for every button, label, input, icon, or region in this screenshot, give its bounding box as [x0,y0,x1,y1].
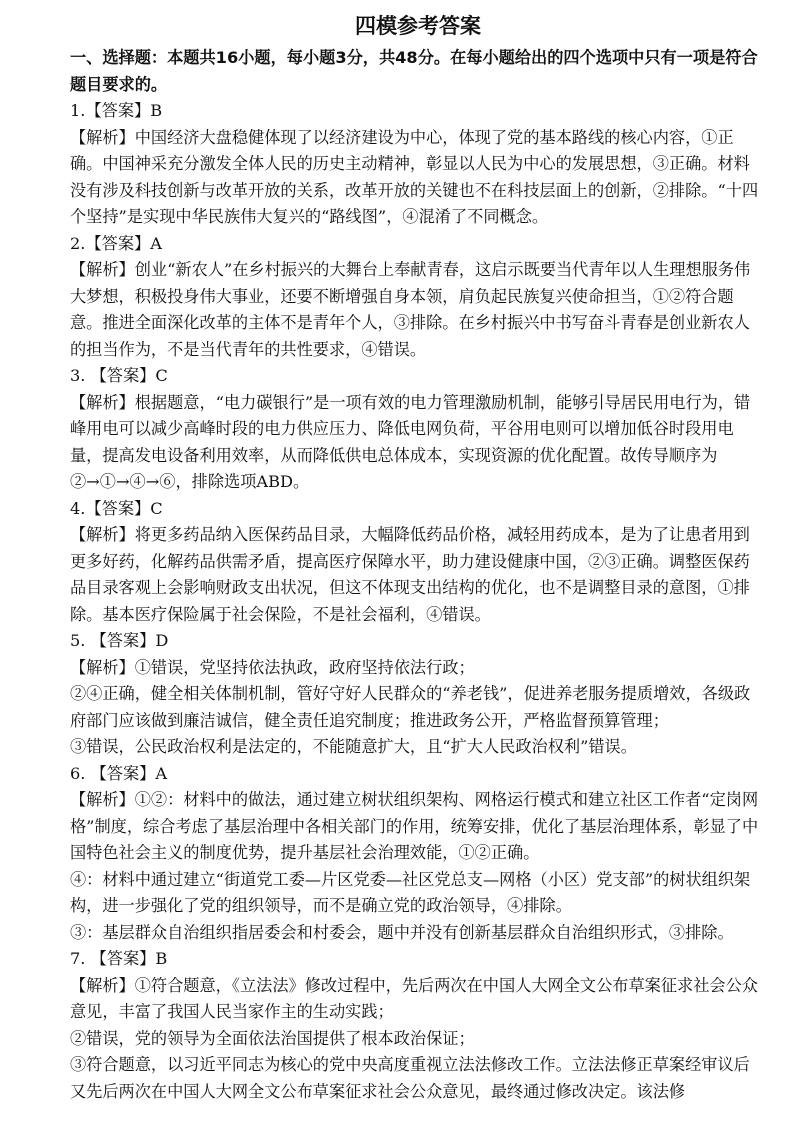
answer-7-heading: 7. 【答案】B [70,949,168,968]
answer-6-explanation-part3: ③：基层群众自治组织指居委会和村委会，题中并没有创新基层群众自治组织形式，③排除。 [70,922,734,942]
answer-5-explanation-line2: ②④正确，健全相关体制机制，管好守好人民群众的“养老钱”，促进养老服务提质增效，各级政府部门应该做到廉洁诚信，健全责任追究制度；推进政务公开，严格监督预算管理； [70,684,751,730]
answer-6-explanation-part2: ④：材料中通过建立“街道党工委—片区党委—社区党总支—网格（小区）党支部”的树状组织架构，进一步强化了党的组织领导，而不是确立党的政治领导，④排除。 [70,869,751,915]
answer-7-explanation-part1: 【解析】①符合题意，《立法法》修改过程中，先后两次在中国人大网全文公布草案征求社会公众意见，丰富了我国人民当家作主的生动实践； [70,975,758,1021]
answer-4-explanation: 【解析】将更多药品纳入医保药品目录，大幅降低药品价格，减轻用药成本，是为了让患者用到更多好药，化解药品供需矛盾，提高医疗保障水平，助力建设健康中国，②③正确。调整医保药品目录客观上会影响财政支出状况，但这不体现支出结构的优化，也不是调整目录的意图，①排除。基本医疗保险属于社会保险，不是社会福利，④错误。 [70,525,750,624]
answer-6-heading: 6. 【答案】A [70,763,168,783]
answer-7-explanation-part3: ③符合题意，以习近平同志为核心的党中央高度重视立法法修改工作。立法法修正草案经审议后又先后两次在中国人大网全文公布草案征求社会公众意见，最终通过修改决定。该法修 [70,1055,750,1101]
answer-6-explanation-part1: 【解析】①②：材料中的做法，通过建立树状组织架构、网格运行模式和建立社区工作者“定岗网格”制度，综合考虑了基层治理中各相关部门的作用，统筹安排，优化了基层治理体系，彰显了中国特色社会主义的制度优势，提升基层社会治理效能，①②正确。 [70,790,759,862]
answer-5-heading: 5. 【答案】D [70,631,169,650]
answer-2-heading: 2.【答案】A [70,233,162,253]
answer-1-explanation: 【解析】中国经济大盘稳健体现了以经济建设为中心，体现了党的基本路线的核心内容，①正确。中国神采充分激发全体人民的历史主动精神，彰显以人民为中心的发展思想，③正确。材料没有涉及科技创新与改革开放的关系，改革开放的关键也不在科技层面上的创新，②排除。“十四个坚持”是实现中华民族伟大复兴的“路线图”，④混淆了不同概念。 [70,127,759,226]
answer-4-heading: 4.【答案】C [70,498,163,518]
answer-3-explanation: 【解析】根据题意，“电力碳银行”是一项有效的电力管理激励机制，能够引导居民用电行为，错峰用电可以减少高峰时段的电力供应压力、降低电网负荷，平谷用电则可以增加低谷时段用电量，提高发电设备利用效率，从而降低供电总体成本，实现资源的优化配置。故传导顺序为②→①→④→⑥，排除选项ABD。 [70,392,751,491]
answer-5-explanation-line1: 【解析】①错误，党坚持依法执政，政府坚持依法行政； [70,657,475,677]
answer-1-heading: 1.【答案】B [70,101,163,120]
answer-2-explanation: 【解析】创业“新农人”在乡村振兴的大舞台上奉献青春，这启示既要当代青年以人生理想服务伟大梦想，积极投身伟大事业，还要不断增强自身本领，肩负起民族复兴使命担当，①②符合题意。推进全面深化改革的主体不是青年个人，③排除。在乡村振兴中书写奋斗青春是创业新农人的担当作为，不是当代青年的共性要求，④错误。 [70,260,751,359]
answer-3-heading: 3. 【答案】C [70,366,168,385]
page-title: 四模参考答案 [355,14,481,38]
answer-5-explanation-line3: ③错误，公民政治权利是法定的，不能随意扩大，且“扩大人民政治权利”错误。 [70,737,637,756]
section-intro: 一、选择题：本题共16小题，每小题3分，共48分。在每小题给出的四个选项中只有一项是符合题目要求的。 [70,48,758,94]
answer-7-explanation-part2: ②错误，党的领导为全面依法治国提供了根本政治保证； [70,1028,475,1048]
